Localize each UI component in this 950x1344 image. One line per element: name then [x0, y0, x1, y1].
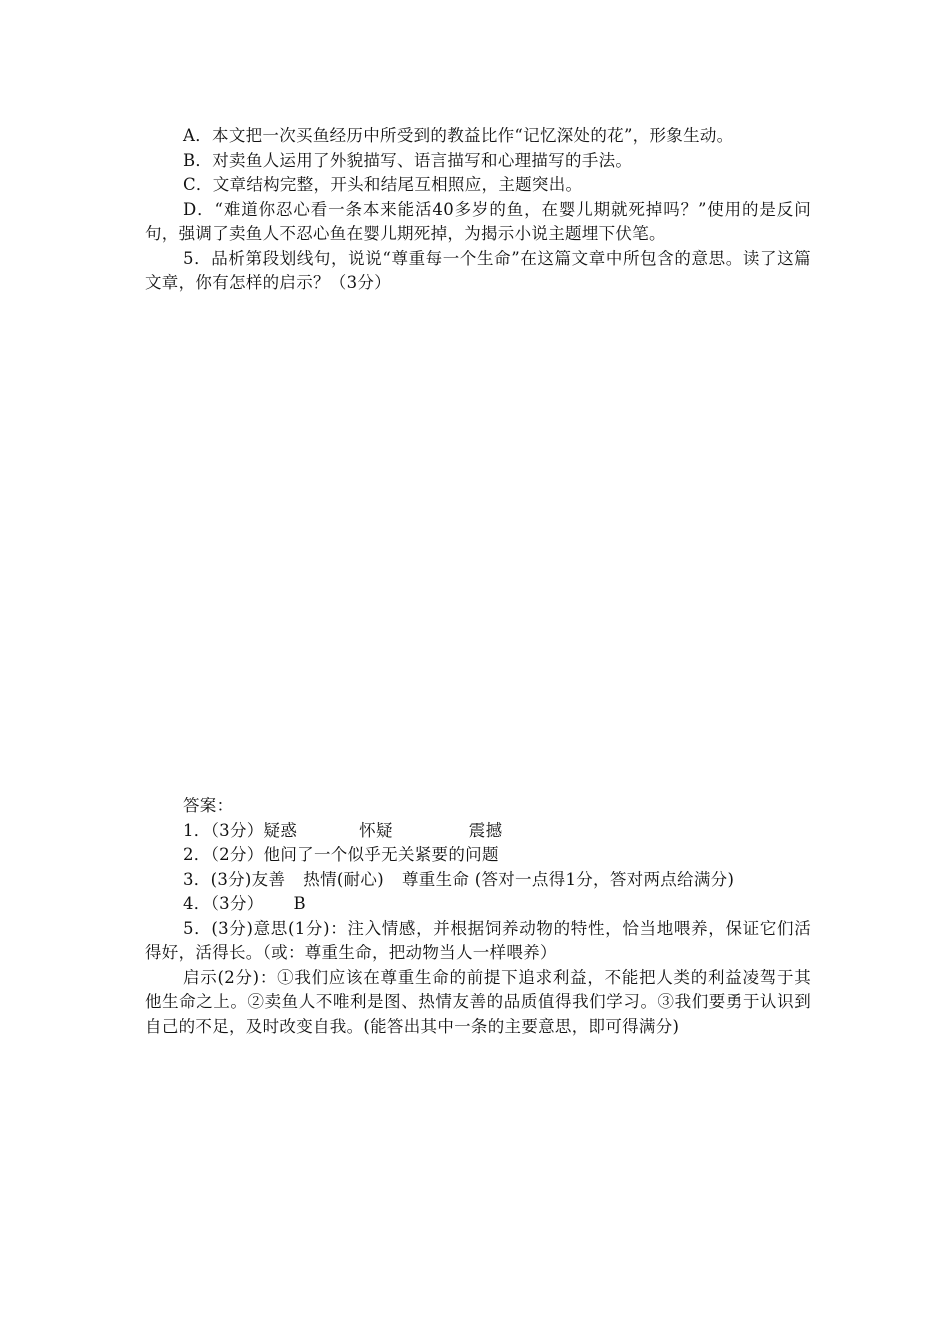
answer-1	[145, 819, 811, 844]
answer-1-prefix: 1．（3分）疑惑	[183, 820, 298, 840]
answer-3-rest: 尊重生命 (答对一点得1分，答对两点给满分)	[401, 869, 735, 889]
answer-insight: 启示(2分)：①我们应该在尊重生命的前提下追求利益，不能把人类的利益凌驾于其他生命之上。②卖鱼人不唯利是图、热情友善的品质值得我们学习。③我们要勇于认识到自己的不足，及时改变自我。(能答出其中一条的主要意思，即可得满分)	[145, 967, 811, 1036]
answer-3	[145, 868, 811, 893]
answer-3-prefix: 3．(3分)友善	[183, 869, 286, 889]
answer-1-word2: 怀疑	[359, 820, 393, 840]
answer-4-prefix: 4．（3分）	[183, 894, 264, 913]
answer-5: 5．(3分)意思(1分)：注入情感，并根据饲养动物的特性，恰当地喂养，保证它们活得好，活得长。（或：尊重生命，把动物当人一样喂养）	[145, 918, 811, 962]
answer-1-word3: 震撼	[468, 820, 503, 840]
answer-2: 2．（2分）他问了一个似乎无关紧要的问题	[183, 845, 499, 864]
option-d: D．“难道你忍心看一条本来能活40多岁的鱼，在婴儿期就死掉吗？”使用的是反问句，强调了卖鱼人不忍心鱼在婴儿期死掉，为揭示小说主题埋下伏笔。	[145, 199, 811, 243]
questions-section	[145, 124, 811, 296]
option-a: A．本文把一次买鱼经历中所受到的教益比作“记忆深处的花”，形象生动。	[183, 126, 734, 145]
answers-section	[145, 794, 811, 1039]
answer-4	[145, 892, 811, 917]
answer-3-word2: 热情(耐心)	[303, 869, 384, 889]
option-c: C．文章结构完整，开头和结尾互相照应，主题突出。	[183, 175, 583, 194]
answers-heading: 答案：	[183, 796, 234, 815]
question-5: 5．品析第段划线句，说说“尊重每一个生命”在这篇文章中所包含的意思。读了这篇文章，你有怎样的启示？（3分）	[145, 248, 811, 292]
option-b: B．对卖鱼人运用了外貌描写、语言描写和心理描写的手法。	[183, 150, 633, 170]
answer-4-choice: B	[293, 894, 306, 913]
